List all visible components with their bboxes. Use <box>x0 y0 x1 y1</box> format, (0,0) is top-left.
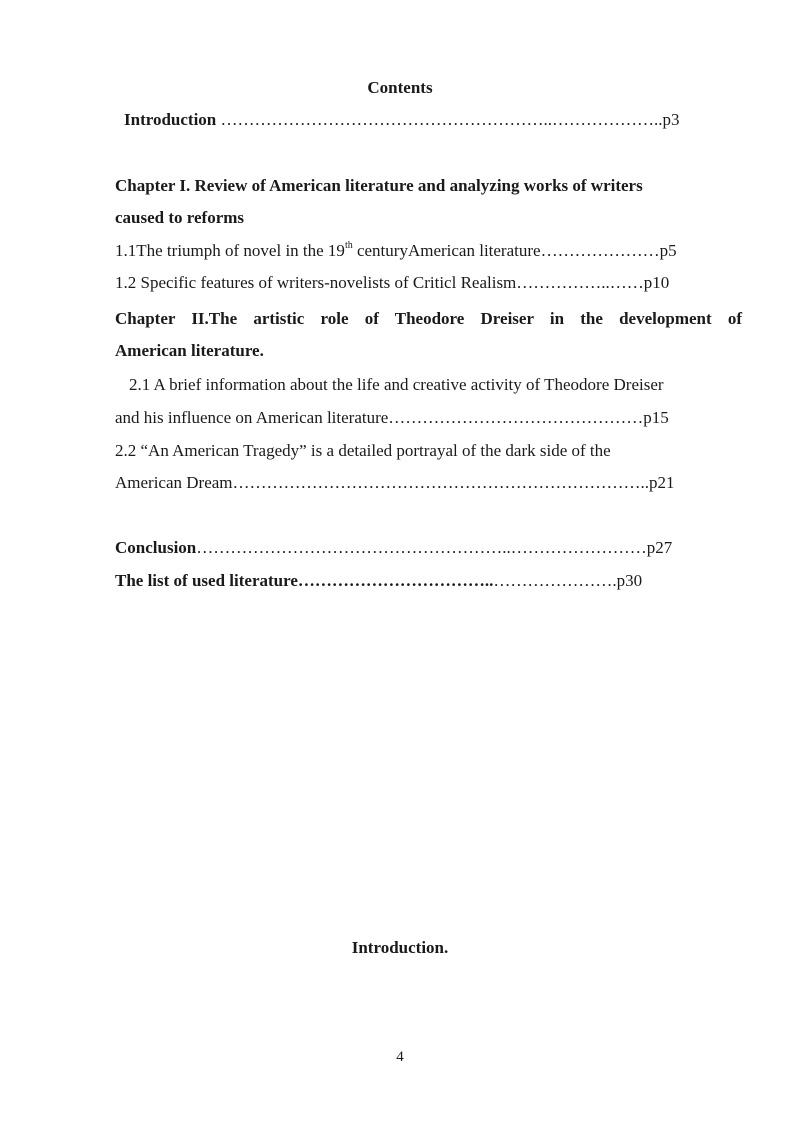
toc-section-1-1-text: 1.1The triumph of novel in the 19 <box>115 241 345 260</box>
toc-chapter-1-line-1[interactable]: Chapter I. Review of American literature and analyzing works of writers <box>115 176 643 195</box>
toc-section-1-2[interactable]: 1.2 Specific features of writers-novelists of Criticl Realism……………..……p10 <box>115 273 670 292</box>
toc-chapter-1-line-2[interactable]: caused to reforms <box>115 208 245 227</box>
toc-section-1-1-rest: centuryAmerican literature…………………p5 <box>352 241 677 260</box>
toc-section-2-1-line-2[interactable]: and his influence on American literature………………………………………p15 <box>115 408 669 427</box>
toc-entry-conclusion-dots: ………………………………………………..……………………p27 <box>196 538 673 557</box>
toc-section-2-2-line-1[interactable]: 2.2 “An American Tragedy” is a detailed portrayal of the dark side of the <box>115 441 611 460</box>
contents-title: Contents <box>367 78 433 97</box>
toc-section-2-2-line-2[interactable]: American Dream………………………………………………………………..p21 <box>115 473 675 492</box>
toc-entry-literature-dots: ………………….p30 <box>493 571 643 590</box>
page-number: 4 <box>396 1049 404 1065</box>
toc-entry-conclusion-label: Conclusion <box>115 538 197 557</box>
toc-entry-literature[interactable] <box>115 571 642 591</box>
toc-entry-conclusion[interactable] <box>115 538 672 558</box>
toc-chapter-2-line-1[interactable]: Chapter II.The artistic role of Theodore Dreiser in the development of <box>115 309 742 328</box>
toc-section-1-1[interactable] <box>115 241 677 261</box>
toc-entry-introduction-rest: …………………………………………………..………………..p3 <box>216 110 680 129</box>
toc-entry-literature-label: The list of used literature…………………………….. <box>115 571 494 590</box>
toc-entry-introduction[interactable] <box>124 110 680 130</box>
introduction-heading: Introduction. <box>351 938 449 957</box>
toc-entry-introduction-label: Introduction <box>124 110 217 129</box>
toc-section-1-1-sup: th <box>344 240 353 252</box>
toc-section-2-1-line-1[interactable]: 2.1 A brief information about the life and creative activity of Theodore Dreiser <box>129 375 664 394</box>
toc-chapter-2-line-2[interactable]: American literature. <box>115 341 264 360</box>
